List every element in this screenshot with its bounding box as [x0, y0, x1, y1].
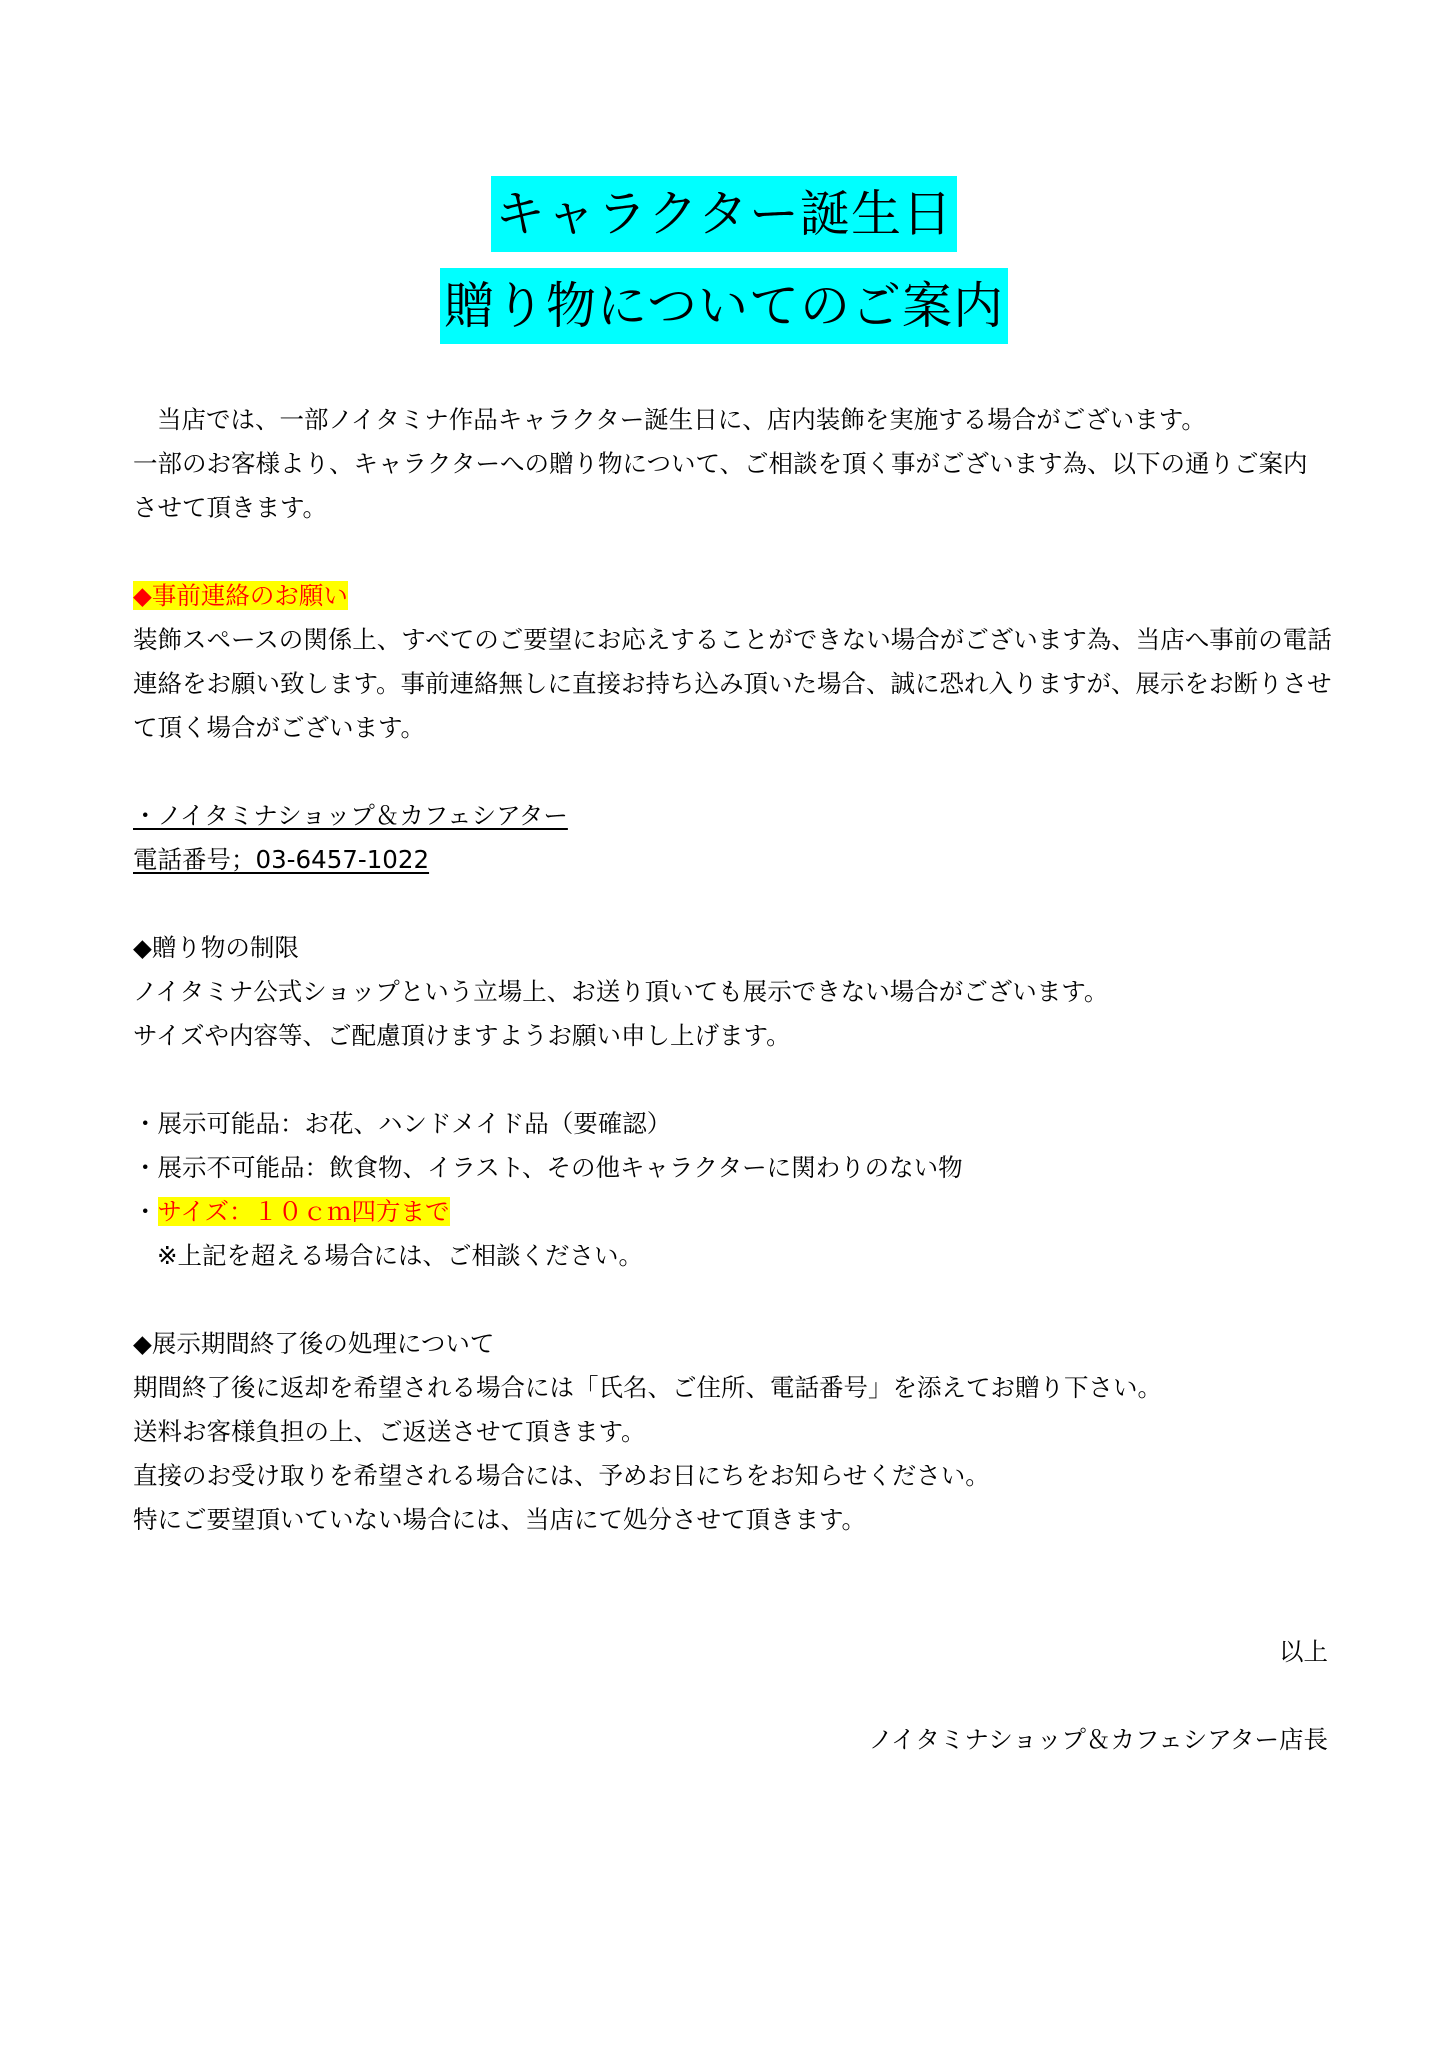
closing-end-mark: 以上 — [1279, 1637, 1328, 1666]
title-line-2-wrap — [0, 268, 1448, 344]
intro-line-2: 一部のお客様より、キャラクターへの贈り物について、ご相談を頂く事がございます為、以下の通りご案内 — [133, 449, 1308, 478]
gift-limits-size-note: ※上記を超える場合には、ご相談ください。 — [157, 1241, 644, 1270]
after-display-line-2: 送料お客様負担の上、ご返送させて頂きます。 — [133, 1417, 646, 1446]
gift-limits-item-size-bullet: ・ — [133, 1197, 158, 1226]
title-line-1: キャラクター誕生日 — [491, 176, 957, 252]
gift-limits-heading: ◆贈り物の制限 — [133, 933, 299, 962]
advance-contact-heading: ◆事前連絡のお願い — [133, 581, 348, 610]
intro-line-3: させて頂きます。 — [133, 493, 328, 522]
gift-limits-line-2: サイズや内容等、ご配慮頂けますようお願い申し上げます。 — [133, 1021, 791, 1050]
after-display-heading: ◆展示期間終了後の処理について — [133, 1329, 495, 1358]
shop-name: ・ノイタミナショップ＆カフェシアター — [133, 801, 568, 830]
advance-contact-line-3: て頂く場合がございます。 — [133, 713, 426, 742]
gift-limits-item-allowed: ・展示可能品：お花、ハンドメイド品（要確認） — [133, 1109, 672, 1138]
gift-limits-line-1: ノイタミナ公式ショップという立場上、お送り頂いても展示できない場合がございます。 — [133, 977, 1109, 1006]
shop-phone: 電話番号；03-6457-1022 — [133, 845, 430, 874]
advance-contact-heading-wrap — [133, 579, 348, 613]
title-line-2: 贈り物についてのご案内 — [440, 268, 1008, 344]
after-display-line-1: 期間終了後に返却を希望される場合には「氏名、ご住所、電話番号」を添えてお贈り下さい。 — [133, 1373, 1162, 1402]
gift-limits-item-size-wrap — [133, 1195, 450, 1229]
advance-contact-line-1: 装飾スペースの関係上、すべてのご要望にお応えすることができない場合がございます為、当店へ事前の電話 — [133, 625, 1332, 654]
closing-signature: ノイタミナショップ＆カフェシアター店長 — [868, 1725, 1328, 1754]
advance-contact-line-2: 連絡をお願い致します。事前連絡無しに直接お持ち込み頂いた場合、誠に恐れ入りますが、展示をお断りさせ — [133, 669, 1332, 698]
intro-line-1: 当店では、一部ノイタミナ作品キャラクター誕生日に、店内装飾を実施する場合がございます。 — [157, 405, 1206, 434]
after-display-line-3: 直接のお受け取りを希望される場合には、予めお日にちをお知らせください。 — [133, 1461, 990, 1490]
gift-limits-item-size: サイズ：１０ｃｍ四方まで — [157, 1197, 450, 1226]
gift-limits-item-not-allowed: ・展示不可能品：飲食物、イラスト、その他キャラクターに関わりのない物 — [133, 1153, 963, 1182]
after-display-line-4: 特にご要望頂いていない場合には、当店にて処分させて頂きます。 — [133, 1505, 867, 1534]
title-line-1-wrap — [0, 176, 1448, 252]
